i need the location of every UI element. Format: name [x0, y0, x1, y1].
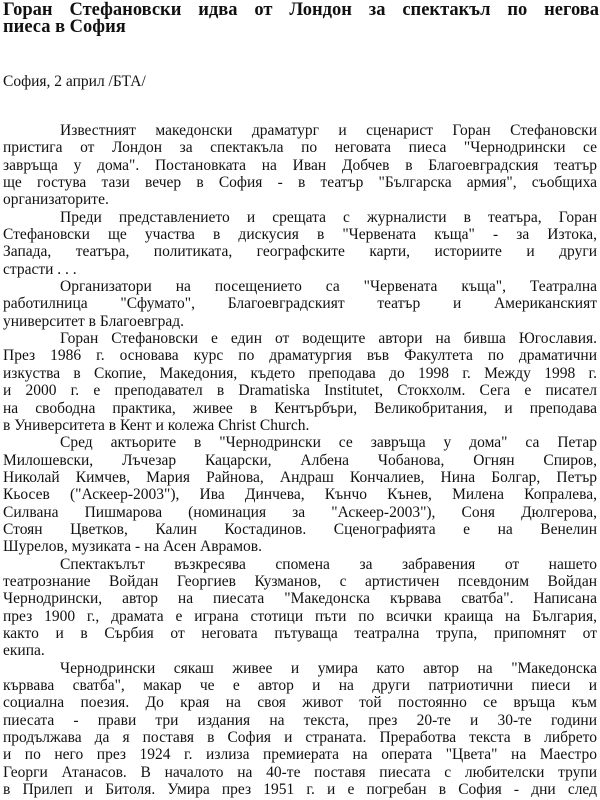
text-line: Георги Атанасов. В началото на 40-те поставя пиесата с любителски трупи: [3, 763, 597, 781]
text-line: Чернодрински, автор на пиесата "Македонска кървава сватба". Написана: [3, 590, 597, 608]
paragraph: [3, 278, 597, 330]
text-line: в Университета в Кент и колежа Christ Church.: [3, 416, 310, 434]
text-line: Милошевски, Лъчезар Кацарски, Албена Чобанова, Огнян Спиров,: [3, 451, 597, 469]
text-line: Стефановски ще участва в дискусия в "Червената къща" - за Изтока,: [3, 226, 597, 244]
text-line: Николай Кимчев, Мария Райнова, Андраш Кончалиев, Нина Болгар, Петър: [3, 468, 597, 486]
text-line: екипа.: [3, 642, 45, 660]
paragraph: [3, 556, 597, 660]
text-line: завръща у дома". Постановката на Иван Добчев в Благоевградския театър: [3, 156, 597, 174]
text-line: През 1986 г. основава курс по драматургия във Факултета по драматични: [3, 347, 597, 365]
paragraph: [3, 330, 597, 434]
text-line: Чернодрински сякаш живее и умира като автор на "Македонска: [60, 659, 597, 677]
text-line: Спектакълът възкресява спомена за забравения от нашето: [60, 555, 597, 573]
text-line: Запада, театъра, политиката, географските карти, историите и други: [3, 243, 597, 261]
title-line: Горан Стефановски идва от Лондон за спектакъл по негова: [3, 0, 599, 20]
text-line: Кьосев ("Аскеер-2003"), Ива Динчева, Кънчо Кънев, Милена Копралева,: [3, 486, 597, 504]
dateline: София, 2 април /БТА/: [3, 73, 146, 90]
text-line: университет в Благоевград.: [3, 312, 185, 330]
article-title: [3, 0, 599, 38]
text-line: организаторите.: [3, 191, 109, 209]
text-line: Известният македонски драматург и сценарист Горан Стефановски: [60, 122, 597, 139]
text-line: както и в Сърбия от неговата пътуваща театрална трупа, припомнят от: [3, 624, 597, 642]
paragraph: [3, 434, 597, 555]
text-line: Силвана Пишмарова (номинация за "Аскеер-2003"), Соня Дюлгерова,: [3, 503, 597, 521]
text-line: Шурелов, музиката - на Асен Аврамов.: [3, 538, 262, 556]
text-line: през 1900 г., драмата е играна стотици пъти по всички краища на България,: [3, 607, 597, 625]
text-line: театрознание Войдан Георгиев Кузманов, с артистичен псевдоним Войдан: [3, 572, 597, 590]
paragraph: [3, 122, 597, 209]
text-line: работилница "Сфумато", Благоевградският театър и Американският: [3, 295, 597, 313]
text-line: и 2000 г. е преподавател в Dramatiska Institutet, Стокхолм. Сега е писател: [3, 382, 597, 400]
text-line: Стоян Цветков, Калин Костадинов. Сценографията е на Венелин: [3, 520, 597, 538]
text-line: изкуства в Скопие, Македония, където преподава до 1998 г. Между 1998 г.: [3, 364, 597, 382]
title-line: пиеса в София: [3, 17, 126, 38]
text-line: продължава да я поставя в София и страната. Преработва текста в либрето: [3, 729, 597, 747]
text-line: на свободна практика, живее в Кентърбъри, Великобритания, и преподава: [3, 399, 597, 417]
text-line: социална поезия. До края на своя живот той постоянно се връща към: [3, 694, 597, 712]
text-line: в Прилеп и Битоля. Умира през 1951 г. и е погребан в София - дни след: [3, 781, 597, 799]
text-line: Сред актьорите в "Чернодрински се завръща у дома" са Петар: [60, 434, 597, 452]
text-line: кървава сватба", макар че е автор и на други патриотични пиеси и: [3, 677, 597, 694]
paragraph: [3, 209, 597, 278]
text-line: пиесата - прави три издания на текста, през 20-те и 30-те години: [3, 711, 597, 729]
text-line: Организатори на посещението са "Червената къща", Театрална: [60, 278, 597, 296]
text-line: страсти . . .: [3, 260, 77, 278]
article-body: [3, 122, 597, 798]
paragraph: [3, 660, 597, 799]
text-line: и по него през 1924 г. излиза премиерата на операта "Цвета" на Маестро: [3, 746, 597, 764]
text-line: Горан Стефановски е един от водещите автори на бивша Югославия.: [60, 330, 597, 348]
text-line: Преди представлението и срещата с журналисти в театъра, Горан: [60, 208, 597, 226]
text-line: ще гостува тази вечер в София - в театър "Българска армия", съобщиха: [3, 174, 597, 192]
text-line: пристига от Лондон за спектакъла по неговата пиеса "Чернодрински се: [3, 139, 597, 157]
